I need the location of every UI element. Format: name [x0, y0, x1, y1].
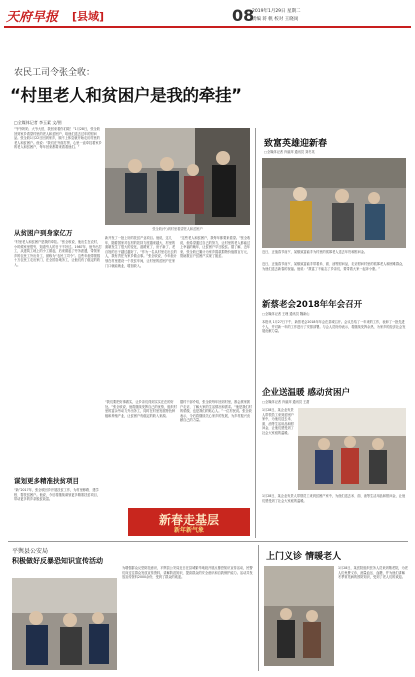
lead-photo: [105, 128, 250, 225]
story3-byline: □全媒体记者 肖丽萍 通讯员 王甜: [262, 400, 310, 404]
story3-photo-image: [298, 408, 406, 490]
lead-title: “村里老人和贫困户是我的牵挂”: [10, 86, 242, 105]
story2-title: 新蔡老会2018年年会召开: [262, 300, 363, 310]
banner-sub: 新年新气象: [173, 527, 204, 534]
story1-photo: [262, 158, 406, 248]
lead-photo-caption: 张全收(中)到村里看望老人和贫困户: [152, 227, 203, 231]
bottom-left-photo: [12, 578, 117, 670]
lead-col2-text-2: “我们要把好事做实，让乡亲们得到实实在在的好处。”张全收说，他将继续发挥自己的优势，组织村里的富余劳动力外出务工，同时在村里发展特色种植和养殖产业，让贫困户有稳定的收入来源。: [105, 400, 177, 418]
lead-col2-text: 新开发了一批上好的扶贫产业项目。他说，这几年，随着国家对农村的扶持力度越来越大，村里的面貌发生了很大的变化，道路宽了，房子新了，老百姓的日子越过越好了。“作为一名从村里走出去的人，我有责任为家乡做点事。”张全收说，今年他计划在村里建设一个扶贫车间，让村里的贫困户在家门口就能就业，增加收入。: [105, 236, 177, 268]
banner-main: 新春走基层: [158, 513, 219, 527]
lead-pre-title: 农民工司令张全收：: [14, 68, 96, 78]
bottom-right-photo-image: [264, 566, 334, 666]
story3-text: 1月28日，某企业负责人带领员工来到贫困户家中，为他们送去米、面、油等生活用品和慰问金，让他们感受到了社会大家庭的温暖。: [262, 494, 406, 503]
bottom-right-photo: [264, 566, 334, 666]
story1-title: 致富英雄迎新春: [264, 139, 328, 149]
editor-line: 责编 蒋 帆 校对 王晓岗: [252, 17, 299, 22]
story3-side-text: 1月28日，某企业负责人带领员工来到贫困户家中，为他们送去米、面、油等生活用品和慰问金，让他们感受到了社会大家庭的温暖。: [262, 408, 294, 435]
lead-col3-text-2: 据村干部介绍，张全收每年回到村里，都会挨家挨户走访，了解大家的生活情况和需求。“他是我们村的骄傲，也是我们的贴心人。”一位村民说。张全收表示，今后将继续关心家乡的发展，为乡村振兴贡献自己的力量。: [180, 400, 252, 423]
lead-photo-image: [105, 128, 250, 225]
spring-banner: [128, 508, 250, 536]
story1-text: 近日，正值春节前夕，某镇致富能手带着米、面、油等慰问品，走访慰问村里的孤寡老人和困难群众，为他们送去新春的祝福。他说：“我富了不能忘了乡亲们，要带着大家一起奔小康。”: [262, 262, 406, 271]
story1-byline: □全媒体记者 肖丽萍 通讯员 刘冬英: [264, 150, 315, 154]
page-number: 08: [232, 6, 255, 25]
bottom-left-text: 为增强群众反恐防范意识，平舆县公安局近日在县城繁华地段开展反暴恐知识宣传活动，民警们向过往群众发放宣传资料，讲解防范知识，提高群众的安全意识和自我保护能力。活动共发放宣传资料2000余份，受到了群众的欢迎。: [122, 566, 253, 580]
bottom-left-kicker: 平舆县公安局: [12, 548, 49, 555]
date-line: 2019年1月29日 星期二: [252, 9, 301, 14]
lead-col3-text: “这些老人和贫困户，我每年都要来看望。”张全收说，他希望通过自己的努力，让村里的老人都能过上幸福的晚年，让贫困户早日脱贫。据了解，近年来，张全收已累计为家乡捐款捐物价值数百万元，帮助数百户贫困户实现了脱贫。: [180, 236, 251, 259]
bottom-right-text: 1月28日，某医院组织医务人员来到敬老院，为老人们免费义诊，测量血压、血糖，并为他们讲解冬季常见病的预防知识，受到了老人们的欢迎。: [338, 566, 408, 580]
bottom-right-title: 上门义诊 情暖老人: [266, 552, 342, 562]
lead-subhead-1: 从贫困户到身家亿万: [14, 229, 73, 237]
lead-byline: □全媒体记者 李玉素 文/图: [14, 120, 62, 125]
story1-caption: 近日，正值春节前夕，某镇致富能手为村里的孤寡老人送去年货和慰问金。: [262, 250, 368, 254]
bottom-divider: [8, 541, 408, 542]
bottom-left-photo-image: [12, 578, 117, 670]
newspaper-logo: 天府早报: [6, 10, 59, 25]
masthead-rule: [4, 26, 411, 28]
bottom-column-divider: [258, 545, 259, 671]
column-divider: [255, 128, 256, 538]
story1-photo-image: [262, 158, 406, 248]
lead-subhead-2: 谋划更多精准扶贫项目: [14, 477, 79, 485]
lead-col1-text-2: “村里老人和贫困户是我的牵挂。”张全收说，他出生在农村，小时候家里很穷，知道穷人的日子不好过。1987年，他外出打工，从建筑工地上的小工做起，后来做起了劳务派遣，带领家乡的农民工外出务工，被称为“农民工司令”。这些年他带领数十万农民工走出家门，在全国各地务工，让他们有了稳定的收入。: [14, 240, 102, 267]
lead-col1-text: “爷爷奶奶，大爷大伯，我回来看你们啦！”1月28日，张全收回到家乡看望村里的老人和贫困户，给他们送去过年的慰问品。张全收1月22日回到家乡，顾不上休息就开始走访村里的老人和贫困户。他说：“我们在外面打拼，心里一直牵挂着家乡的老人和贫困户，每年回来都要来看看他们。”: [14, 127, 102, 150]
story3-title: 企业送温暖 感动贫困户: [262, 388, 350, 398]
story2-text: 本报讯 1月27日下午，新蔡老会2018年年会在县城召开。会议总结了一年来的工作，表彰了一批先进个人，并对新一年的工作进行了安排部署。与会人员纷纷表示，将继续发挥余热，为家乡的经济社会发展贡献力量。: [262, 320, 406, 334]
story2-byline: □全媒体记者 王理 通讯员 魏新山: [262, 312, 310, 316]
section-label: [县域]: [72, 10, 105, 23]
lead-col1-text-3: “新”2017年，张全收回乡开展扶贫工作，为村里修路、建学校、帮扶贫困户。他说，今后将继续谋划更多精准扶贫项目，带动更多的乡亲脱贫致富。: [14, 488, 101, 502]
bottom-left-title: 积极做好反暴恐知识宣传活动: [12, 557, 103, 565]
story3-photo: [298, 408, 406, 490]
